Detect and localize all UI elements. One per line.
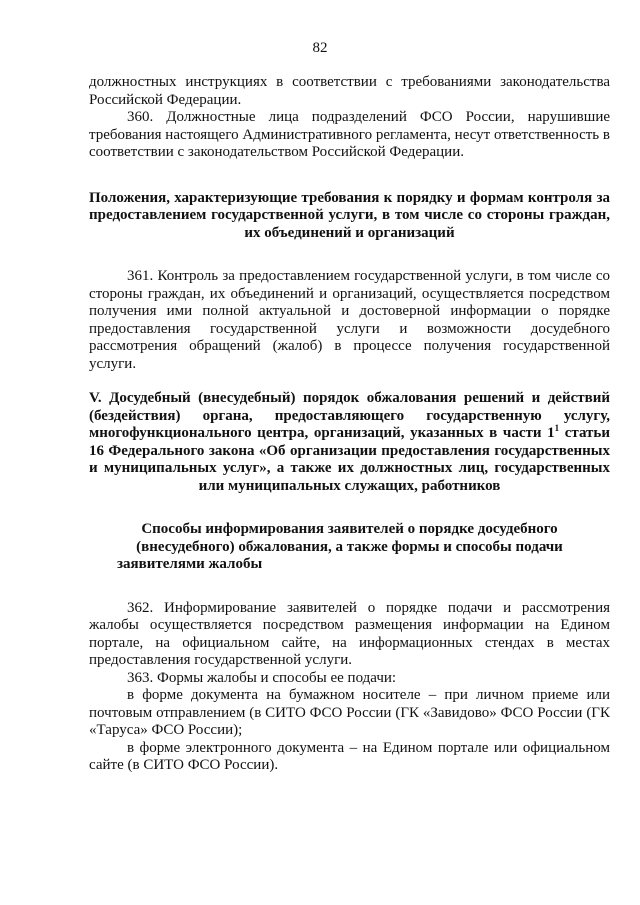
chapter-heading-v-part2: статьи 16 Федерального закона «Об организации предоставления государственных и муниципальных услуг», а также их должностных лиц, государственных или муниципальных служащих, работников [89, 425, 610, 494]
paragraph-continuation: должностных инструкциях в соответствии с требованиями законодательства Российской Федерации. [89, 74, 610, 108]
chapter-heading-v-part1: V. Досудебный (внесудебный) порядок обжалования решений и действий (бездействия) органа, предоставляющего государственную услугу, многофункционального центра, организаций, указанных в части 1 [89, 390, 610, 441]
paragraph-361: 361. Контроль за предоставлением государственной услуги, в том числе со стороны граждан, их объединений и организаций, осуществляется посредством получения ими полной актуальной и достоверной информации о порядке предоставления государственной услуги и возможности досудебного рассмотрения обращений (жалоб) в процессе получения государственной услуги. [89, 268, 610, 372]
paragraph-363-paper: в форме документа на бумажном носителе – при личном приеме или почтовым отправлением (в СИТО ФСО России (ГК «Завидово» ФСО России (ГК «Таруса» ФСО России); [89, 687, 610, 738]
paragraph-363: 363. Формы жалобы и способы ее подачи: [127, 669, 397, 686]
chapter-heading-v [89, 390, 610, 495]
paragraph-363-electronic: в форме электронного документа – на Едином портале или официальном сайте (в СИТО ФСО России). [89, 739, 610, 773]
page-number: 82 [312, 40, 328, 56]
section-heading-control: Положения, характеризующие требования к порядку и формам контроля за предоставлением государственной услуги, в том числе со стороны граждан, их объединений и организаций [89, 189, 610, 241]
page-content [89, 74, 610, 775]
chapter-heading-v-superscript: 1 [554, 423, 560, 433]
paragraph-362: 362. Информирование заявителей о порядке подачи и рассмотрения жалобы осуществляется посредством размещения информации на Едином портале, на официальном сайте, на информационных стендах в местах предоставления государственной услуги. [89, 599, 610, 668]
paragraph-360: 360. Должностные лица подразделений ФСО России, нарушившие требования настоящего Административного регламента, несут ответственность в соответствии с законодательством Российской Федерации. [89, 109, 610, 160]
section-heading-informing: Способы информирования заявителей о порядке досудебного (внесудебного) обжалования, а также формы и способы подачи заявителями жалобы [117, 521, 563, 572]
